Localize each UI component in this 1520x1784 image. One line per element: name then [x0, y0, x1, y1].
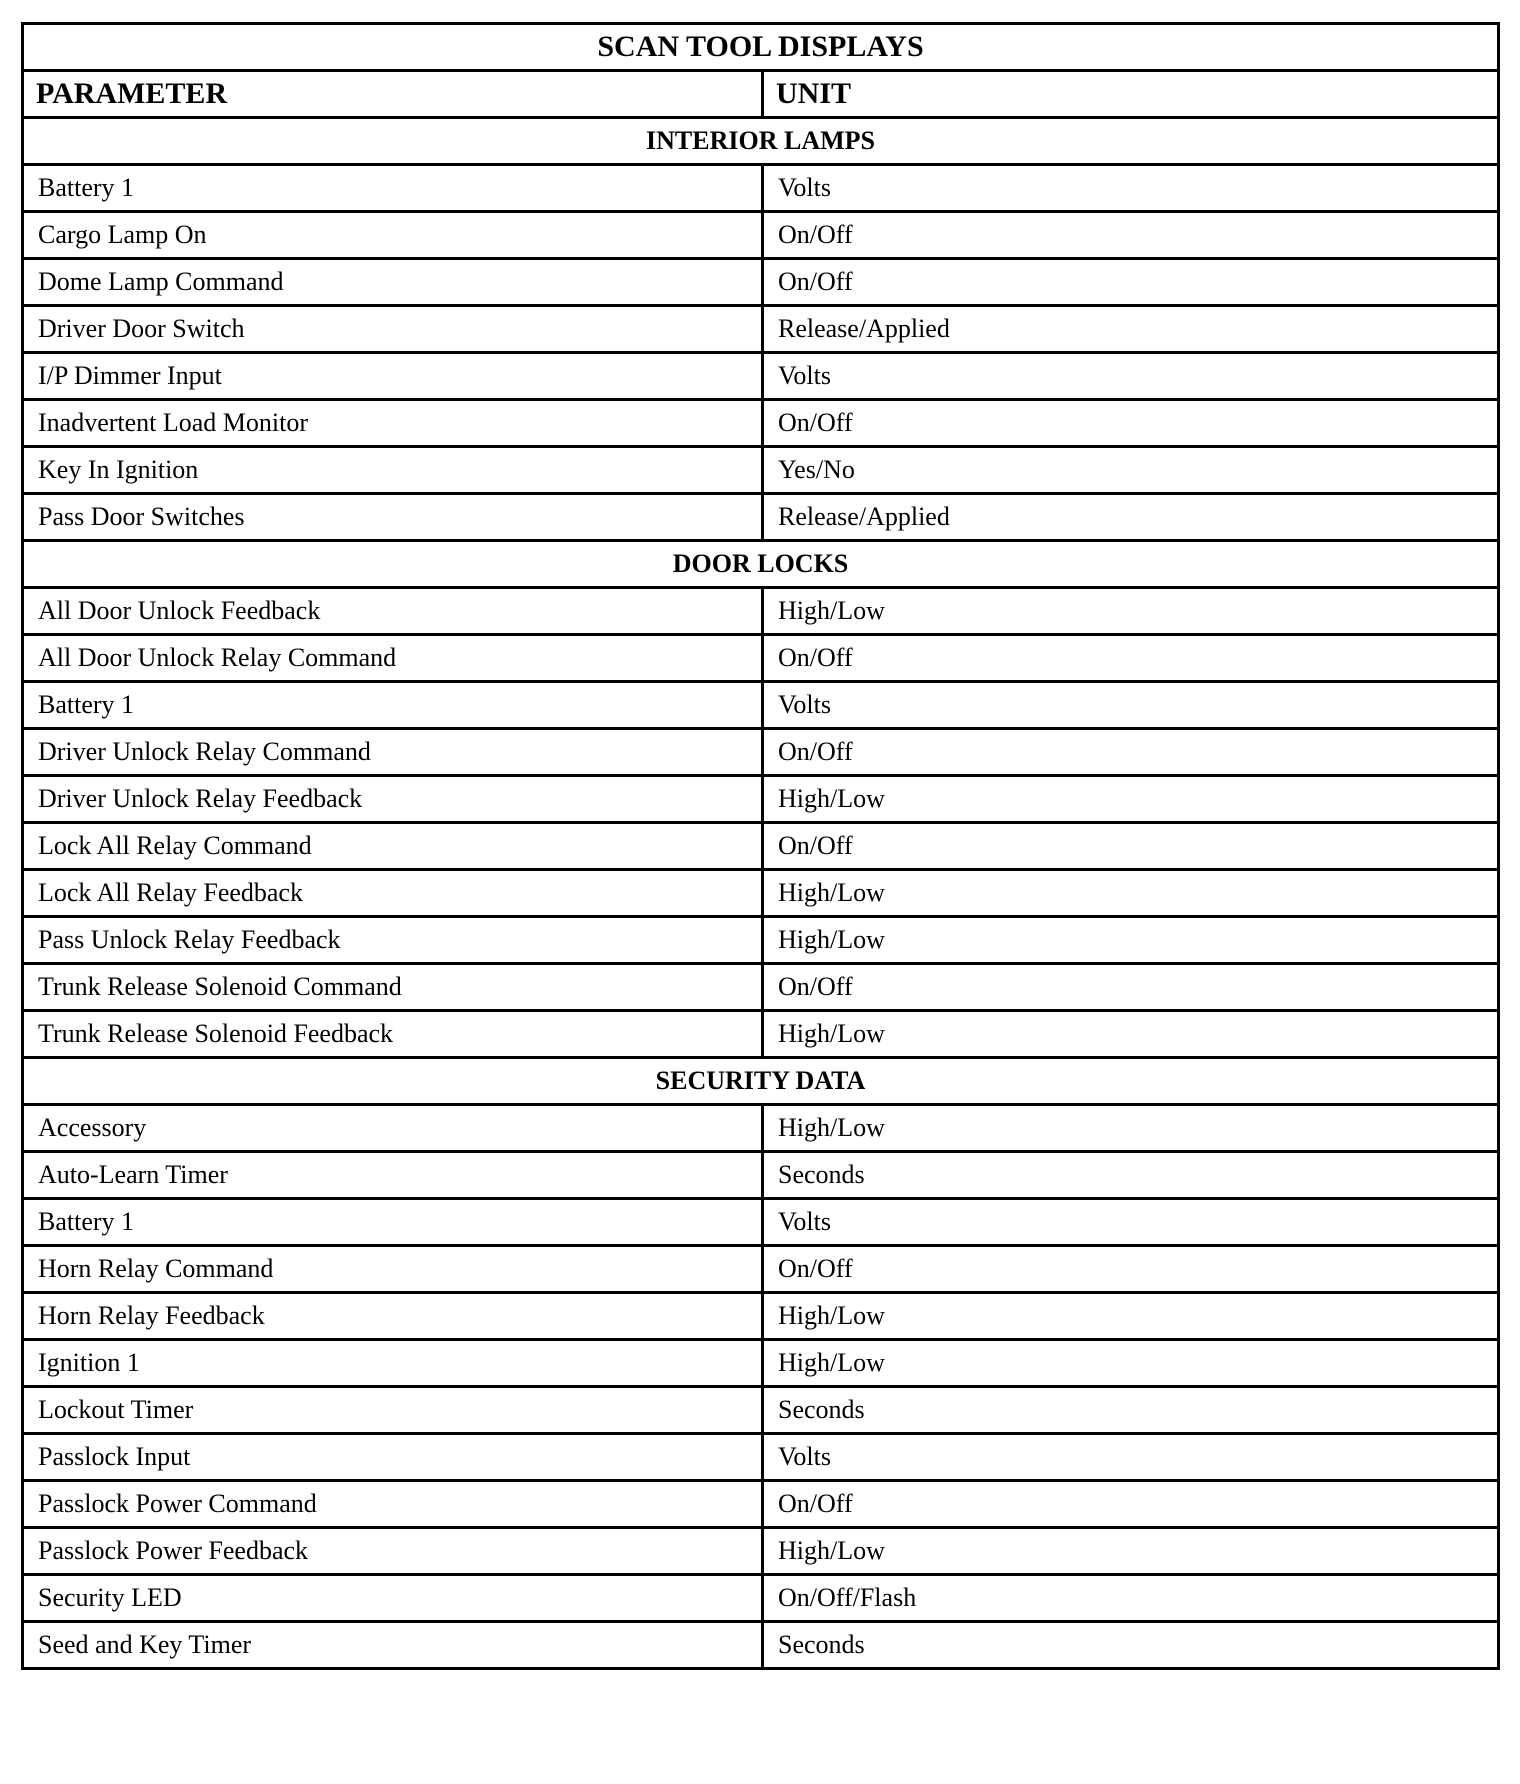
table-row — [23, 1575, 1499, 1622]
table-row — [23, 353, 1499, 400]
table-row — [23, 165, 1499, 212]
parameter-cell: Pass Unlock Relay Feedback — [23, 917, 763, 964]
unit-cell: High/Low — [763, 870, 1499, 917]
parameter-cell: Lockout Timer — [23, 1387, 763, 1434]
unit-cell: Volts — [763, 353, 1499, 400]
section-heading: DOOR LOCKS — [23, 541, 1499, 588]
parameter-cell: Driver Unlock Relay Feedback — [23, 776, 763, 823]
parameter-cell: Passlock Input — [23, 1434, 763, 1481]
parameter-cell: Inadvertent Load Monitor — [23, 400, 763, 447]
parameter-cell: Accessory — [23, 1105, 763, 1152]
table-row — [23, 400, 1499, 447]
unit-cell: Seconds — [763, 1387, 1499, 1434]
unit-cell: On/Off — [763, 259, 1499, 306]
unit-cell: On/Off — [763, 212, 1499, 259]
unit-cell: On/Off — [763, 729, 1499, 776]
unit-cell: On/Off — [763, 1481, 1499, 1528]
parameter-header: PARAMETER — [23, 71, 763, 118]
parameter-cell: Driver Door Switch — [23, 306, 763, 353]
table-row — [23, 1246, 1499, 1293]
unit-cell: On/Off — [763, 400, 1499, 447]
parameter-cell: Trunk Release Solenoid Feedback — [23, 1011, 763, 1058]
unit-cell: High/Low — [763, 1528, 1499, 1575]
parameter-cell: Key In Ignition — [23, 447, 763, 494]
unit-cell: Seconds — [763, 1152, 1499, 1199]
parameter-cell: Battery 1 — [23, 165, 763, 212]
table-row — [23, 588, 1499, 635]
parameter-cell: I/P Dimmer Input — [23, 353, 763, 400]
parameter-cell: Trunk Release Solenoid Command — [23, 964, 763, 1011]
unit-cell: Volts — [763, 165, 1499, 212]
parameter-cell: Horn Relay Command — [23, 1246, 763, 1293]
parameter-cell: Seed and Key Timer — [23, 1622, 763, 1669]
section-row — [23, 541, 1499, 588]
section-row — [23, 118, 1499, 165]
table-row — [23, 1387, 1499, 1434]
unit-cell: High/Low — [763, 1011, 1499, 1058]
table-row — [23, 1293, 1499, 1340]
parameter-cell: Driver Unlock Relay Command — [23, 729, 763, 776]
parameter-cell: Pass Door Switches — [23, 494, 763, 541]
unit-header: UNIT — [763, 71, 1499, 118]
parameter-cell: Auto-Learn Timer — [23, 1152, 763, 1199]
table-row — [23, 1528, 1499, 1575]
section-row — [23, 1058, 1499, 1105]
unit-cell: Volts — [763, 1199, 1499, 1246]
table-row — [23, 1481, 1499, 1528]
unit-cell: High/Low — [763, 776, 1499, 823]
unit-cell: Yes/No — [763, 447, 1499, 494]
table-row — [23, 776, 1499, 823]
table-row — [23, 259, 1499, 306]
unit-cell: High/Low — [763, 1105, 1499, 1152]
unit-cell: Volts — [763, 682, 1499, 729]
parameter-cell: Battery 1 — [23, 1199, 763, 1246]
unit-cell: On/Off/Flash — [763, 1575, 1499, 1622]
table-row — [23, 1434, 1499, 1481]
table-title: SCAN TOOL DISPLAYS — [23, 24, 1499, 71]
table-row — [23, 1340, 1499, 1387]
table-row — [23, 1622, 1499, 1669]
scan-tool-displays-table — [21, 22, 1500, 1670]
parameter-cell: Passlock Power Command — [23, 1481, 763, 1528]
parameter-cell: Ignition 1 — [23, 1340, 763, 1387]
header-row — [23, 71, 1499, 118]
unit-cell: On/Off — [763, 1246, 1499, 1293]
unit-cell: High/Low — [763, 1340, 1499, 1387]
table-row — [23, 870, 1499, 917]
title-row — [23, 24, 1499, 71]
table-row — [23, 494, 1499, 541]
parameter-cell: Lock All Relay Feedback — [23, 870, 763, 917]
table-row — [23, 1199, 1499, 1246]
parameter-cell: Horn Relay Feedback — [23, 1293, 763, 1340]
parameter-cell: Battery 1 — [23, 682, 763, 729]
table-row — [23, 212, 1499, 259]
table-row — [23, 447, 1499, 494]
table-row — [23, 1152, 1499, 1199]
parameter-cell: All Door Unlock Feedback — [23, 588, 763, 635]
table-row — [23, 729, 1499, 776]
parameter-cell: Security LED — [23, 1575, 763, 1622]
unit-cell: On/Off — [763, 635, 1499, 682]
unit-cell: High/Low — [763, 1293, 1499, 1340]
unit-cell: On/Off — [763, 964, 1499, 1011]
unit-cell: On/Off — [763, 823, 1499, 870]
section-heading: INTERIOR LAMPS — [23, 118, 1499, 165]
parameter-cell: Cargo Lamp On — [23, 212, 763, 259]
table-row — [23, 635, 1499, 682]
parameter-cell: Passlock Power Feedback — [23, 1528, 763, 1575]
parameter-cell: Lock All Relay Command — [23, 823, 763, 870]
parameter-cell: All Door Unlock Relay Command — [23, 635, 763, 682]
table-row — [23, 917, 1499, 964]
table-row — [23, 964, 1499, 1011]
unit-cell: Volts — [763, 1434, 1499, 1481]
unit-cell: Release/Applied — [763, 494, 1499, 541]
table-row — [23, 306, 1499, 353]
table-row — [23, 823, 1499, 870]
unit-cell: Release/Applied — [763, 306, 1499, 353]
section-heading: SECURITY DATA — [23, 1058, 1499, 1105]
table-row — [23, 1011, 1499, 1058]
unit-cell: Seconds — [763, 1622, 1499, 1669]
unit-cell: High/Low — [763, 917, 1499, 964]
table-row — [23, 1105, 1499, 1152]
table-row — [23, 682, 1499, 729]
unit-cell: High/Low — [763, 588, 1499, 635]
parameter-cell: Dome Lamp Command — [23, 259, 763, 306]
